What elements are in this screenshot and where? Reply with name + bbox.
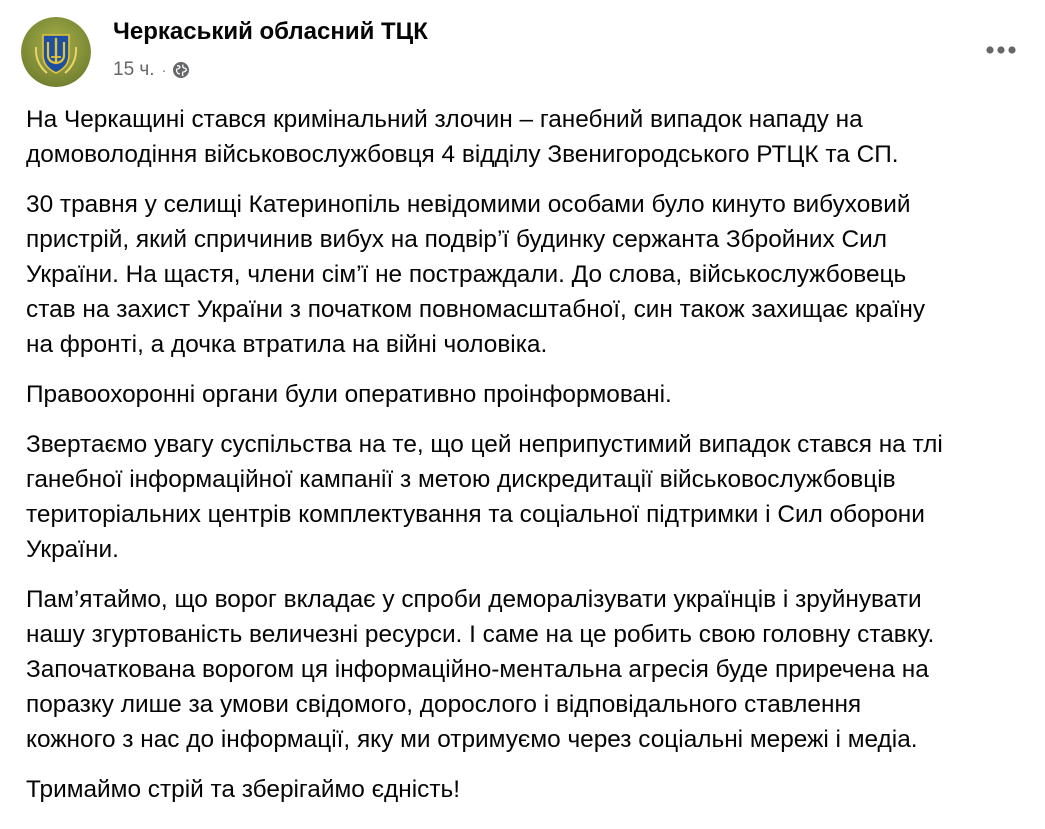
post-meta: [113, 57, 190, 83]
meta-separator: ·: [161, 62, 167, 78]
more-options-button[interactable]: [973, 32, 1029, 68]
trident-emblem-icon: [21, 17, 91, 87]
post-paragraph: Правоохоронні органи були оперативно проінформовані.: [26, 381, 672, 408]
post-paragraph: На Черкащині стався кримінальний злочин – ганебний випадок нападу на домоволодіння військовослужбовця 4 відділу Звенигородського РТЦК та СП.: [26, 106, 899, 168]
post-body: [26, 102, 1036, 822]
post-paragraph: Звертаємо увагу суспільства на те, що цей неприпустимий випадок стався на тлі ганебної інформаційної кампанії з метою дискредитації військовослужбовців територіальних центрів комплектування та соціальної підтримки і Сил оборони України.: [26, 431, 943, 563]
post-paragraph: Пам’ятаймо, що ворог вкладає у спроби деморалізувати українців і зруйнувати нашу згуртованість величезні ресурси. І саме на це робить свою головну ставку. Започаткована ворогом ця інформаційно-ментальна агресія буде приречена на поразку лише за умови свідомого, дорослого і відповідального ставлення кожного з нас до інформації, яку ми отримуємо через соціальні мережі і медіа.: [26, 586, 935, 753]
post-timestamp[interactable]: 15 ч.: [113, 59, 155, 80]
post-paragraph: 30 травня у селищі Катеринопіль невідомими особами було кинуто вибуховий пристрій, який спричинив вибух на подвір’ї будинку сержанта Збройних Сил України. На щастя, члени сім’ї не постраждали. До слова, військослужбовець став на захист України з початком повномасштабної, син також захищає країну на фронті, а дочка втратила на війні чоловіка.: [26, 191, 926, 358]
globe-icon[interactable]: [172, 61, 190, 79]
page-name-link[interactable]: Черкаський обласний ТЦК: [113, 18, 428, 45]
post-paragraph: Тримаймо стрій та зберігаймо єдність!: [26, 776, 461, 803]
more-options-icon: [985, 45, 1017, 55]
page-avatar[interactable]: [21, 17, 91, 87]
